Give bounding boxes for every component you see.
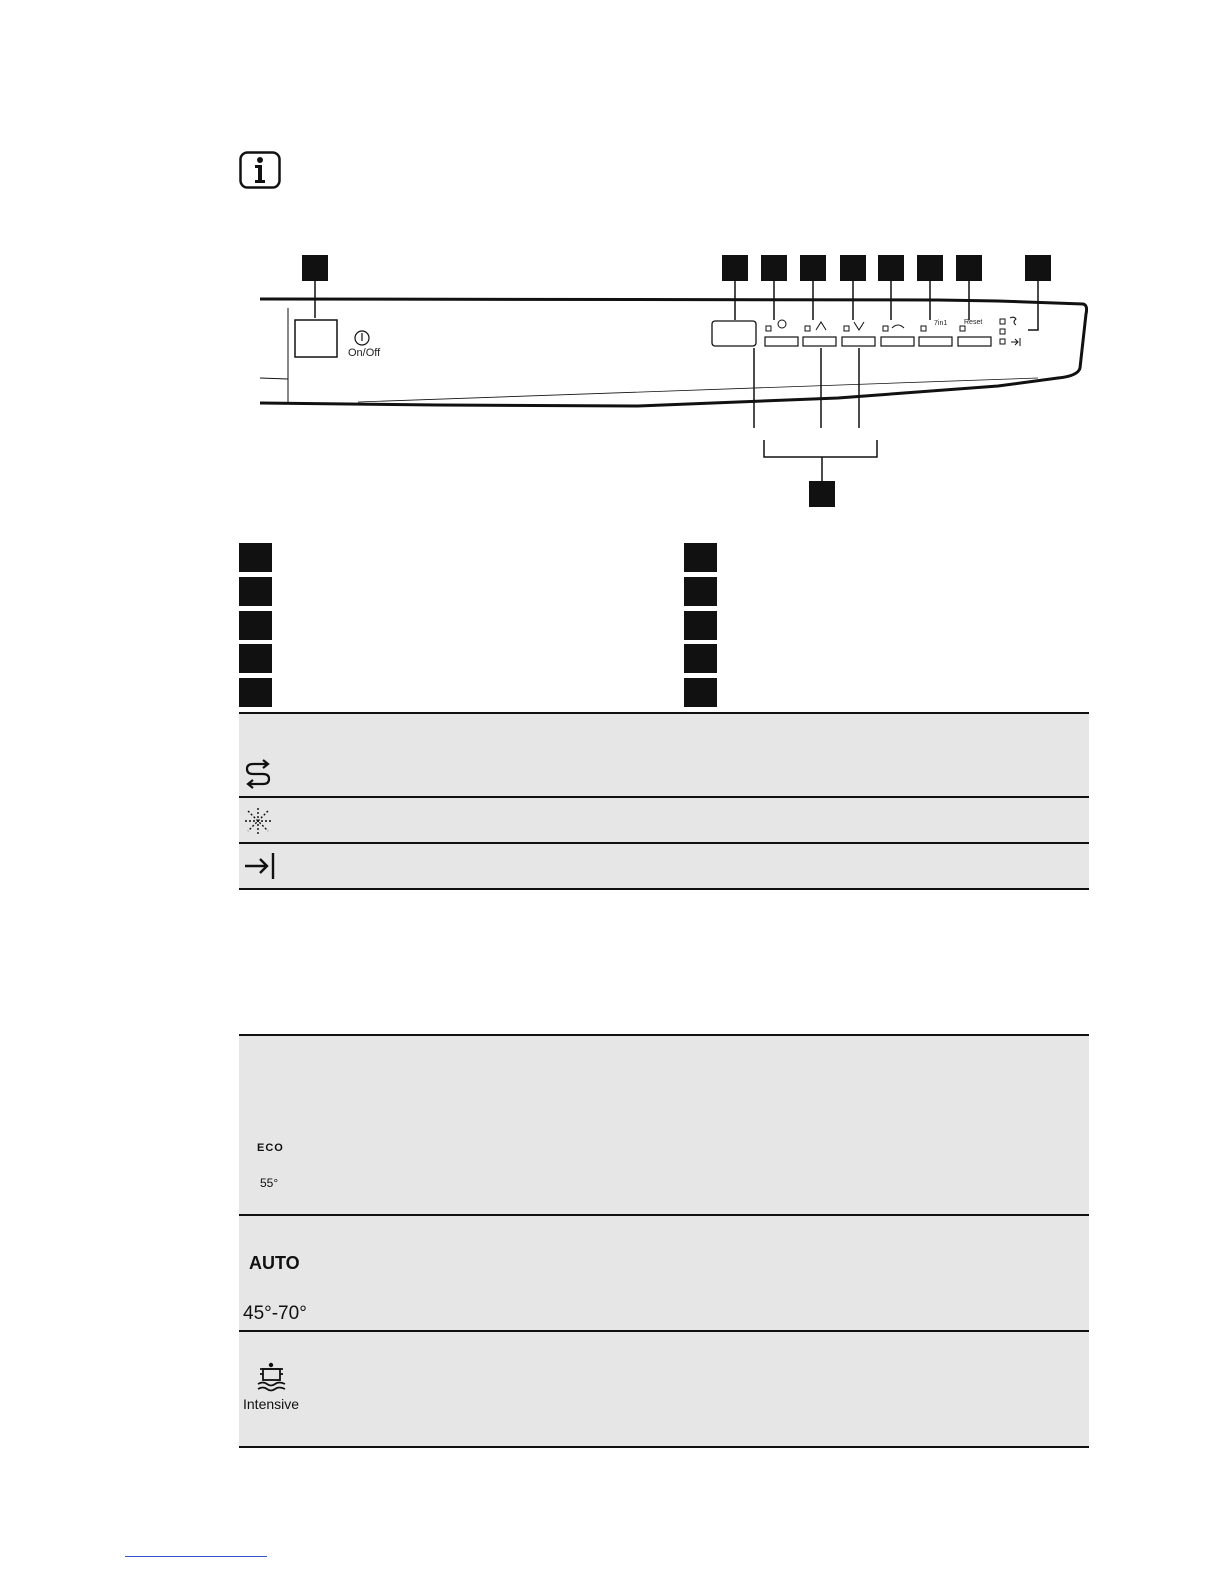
program-row-eco: [239, 1100, 1089, 1216]
legend-marker-9: [684, 644, 717, 673]
salt-indicator-icon: [243, 759, 273, 794]
callout-7: [917, 255, 943, 281]
legend-marker-3: [239, 611, 272, 640]
callout-2: [722, 255, 748, 281]
callout-4: [800, 255, 826, 281]
indicator-header-row: [239, 712, 1089, 754]
callout-5: [840, 255, 866, 281]
on-off-label: On/Off: [348, 347, 381, 359]
callout-1: [302, 255, 328, 281]
indicator-row-rinse-aid: [239, 798, 1089, 844]
svg-text:7in1: 7in1: [934, 320, 948, 327]
eco-label: ECO: [257, 1142, 284, 1154]
legend-marker-5: [239, 678, 272, 707]
legend-marker-4: [239, 644, 272, 673]
program-header-row: [239, 1034, 1089, 1102]
info-icon: [239, 151, 281, 189]
indicator-row-salt: [239, 752, 1089, 798]
reset-label: Reset: [964, 319, 983, 326]
callout-6: [878, 255, 904, 281]
legend-marker-6: [684, 543, 717, 572]
legend-marker-7: [684, 577, 717, 606]
end-indicator-icon: [243, 851, 277, 886]
program-row-intensive: [239, 1332, 1089, 1448]
legend-marker-2: [239, 577, 272, 606]
legend-marker-1: [239, 543, 272, 572]
eco-temperature: 55°: [260, 1176, 279, 1190]
indicator-row-end: [239, 844, 1089, 890]
callout-8: [956, 255, 982, 281]
intensive-label: Intensive: [243, 1396, 300, 1412]
footer-link-underline: [125, 1556, 267, 1557]
control-panel-diagram: [238, 248, 1088, 510]
legend-marker-8: [684, 611, 717, 640]
callout-10: [809, 481, 835, 507]
auto-temperature: 45°-70°: [243, 1303, 307, 1324]
callout-9: [1025, 255, 1051, 281]
program-row-auto: [239, 1216, 1089, 1332]
auto-label: AUTO: [249, 1253, 300, 1273]
legend-marker-10: [684, 678, 717, 707]
rinse-aid-indicator-icon: [243, 806, 273, 841]
callout-3: [761, 255, 787, 281]
intensive-pot-icon: [255, 1362, 289, 1397]
